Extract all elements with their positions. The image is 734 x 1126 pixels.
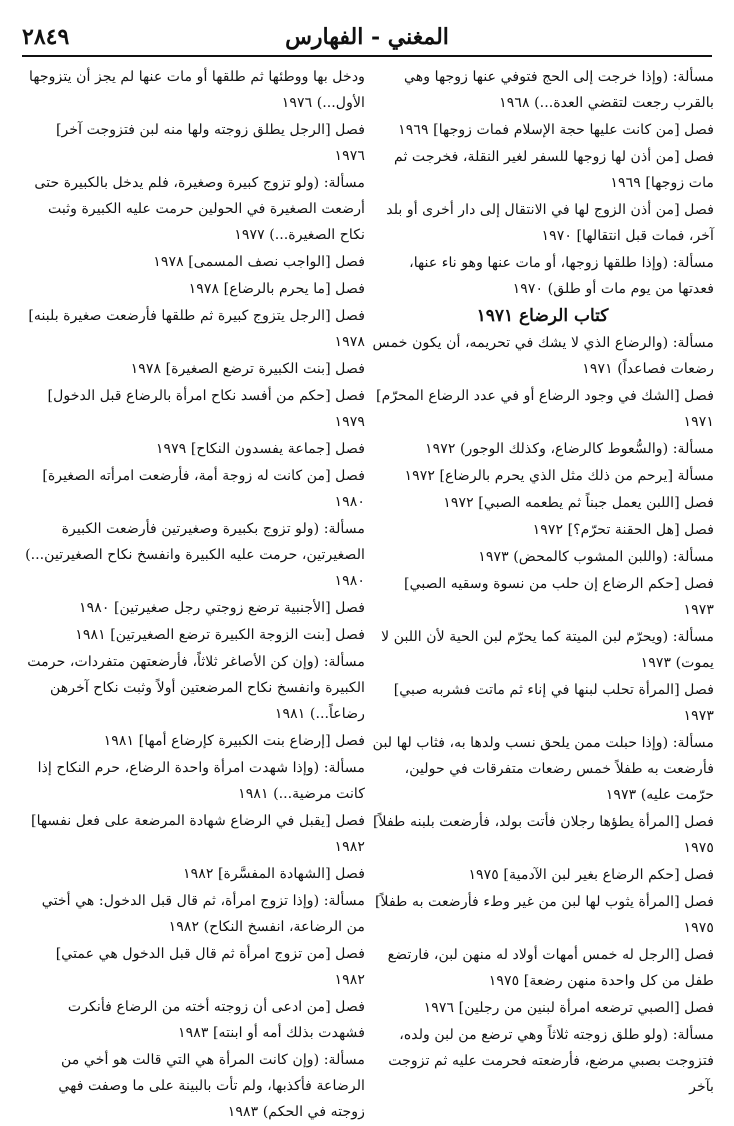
index-entry: مسألة: (وإن كن الأصاغر ثلاثاً، فأرضعتهن متفردات، حرمت الكبيرة وانفسخ نكاح المرضعتين أولاً وثبت نكاح آخرهن رضاعاً...) ١٩٨١ — [27, 654, 365, 722]
header-rule — [22, 55, 712, 57]
page-header — [22, 22, 712, 54]
index-column-right — [371, 64, 714, 1101]
index-entry: فصل [من كانت عليها حجة الإسلام فمات زوجها] ١٩٦٩ — [398, 122, 714, 138]
index-entry: فصل [الشك في وجود الرضاع أو في عدد الرضاع المحرّم] ١٩٧١ — [376, 388, 714, 430]
index-entry: مسألة [يرحم من ذلك مثل الذي يحرم بالرضاع] ١٩٧٢ — [404, 468, 714, 484]
index-entry: فصل [المرأة يثوب لها لبن من غير وطء فأرضعت به طفلاً] ١٩٧٥ — [374, 894, 714, 936]
index-entry: مسألة: (ولو تزوج كبيرة وصغيرة، فلم يدخل بالكبيرة حتى أرضعت الصغيرة في الحولين حرمت عليه الكبيرة وثبت نكاح الصغيرة...) ١٩٧٧ — [34, 175, 365, 243]
index-column-left — [22, 64, 365, 1126]
index-entry: فصل [جماعة يفسدون النكاح] ١٩٧٩ — [155, 441, 365, 457]
index-entry: ودخل بها ووطئها ثم طلقها أو مات عنها لم يجز أن يتزوجها الأول...) ١٩٧٦ — [29, 69, 365, 111]
index-entry: فصل [الرجل يطلق زوجته ولها منه لبن فتزوجت آخر] ١٩٧٦ — [56, 122, 365, 164]
index-entry: مسألة: (والرضاع الذي لا يشك في تحريمه، أن يكون خمس رضعات فصاعداً) ١٩٧١ — [372, 335, 714, 377]
index-entry: فصل [الصبي ترضعه امرأة لبنين من رجلين] ١٩٧٦ — [423, 1000, 714, 1016]
section-title: كتاب الرضاع ١٩٧١ — [476, 306, 609, 326]
index-entry: فصل [المرأة يطؤها رجلان فأتت بولد، فأرضعت بلبنه طفلاً] ١٩٧٥ — [372, 814, 714, 856]
index-entry: فصل [المرأة تحلب لبنها في إناء ثم ماتت فشربه صبي] ١٩٧٣ — [393, 682, 714, 724]
index-entry: مسألة: (واللبن المشوب كالمحض) ١٩٧٣ — [478, 549, 714, 565]
index-entry: فصل [هل الحقنة تحرّم؟] ١٩٧٢ — [532, 522, 714, 538]
index-entry: فصل [اللبن يعمل جبناً ثم يطعمه الصبي] ١٩٧٢ — [443, 495, 714, 511]
index-entry: فصل [ما يحرم بالرضاع] ١٩٧٨ — [188, 281, 365, 297]
index-entry: مسألة: (وإذا شهدت امرأة واحدة الرضاع، حرم النكاح إذا كانت مرضية...) ١٩٨١ — [37, 760, 365, 802]
page-number: ٢٨٤٩ — [22, 24, 70, 50]
index-entry: فصل [من أذن لها زوجها للسفر لغير النقلة، فخرجت ثم مات زوجها] ١٩٦٩ — [394, 149, 714, 191]
index-entry: فصل [يقبل في الرضاع شهادة المرضعة على فعل نفسها] ١٩٨٢ — [31, 813, 365, 855]
running-title: المغني - الفهارس — [285, 24, 449, 50]
index-entry: فصل [إرضاع بنت الكبيرة كإرضاع أمها] ١٩٨١ — [103, 733, 365, 749]
index-entry: فصل [حكم الرضاع إن حلب من نسوة وسقيه الصبي] ١٩٧٣ — [404, 576, 714, 618]
index-entry: فصل [من كانت له زوجة أمة، فأرضعت امرأته الصغيرة] ١٩٨٠ — [42, 468, 365, 510]
index-entry: فصل [الرجل يتزوج كبيرة ثم طلقها فأرضعت صغيرة بلبنه] ١٩٧٨ — [28, 308, 365, 350]
index-entry: مسألة: (ويحرّم لبن الميتة كما يحرّم لبن الحية لأن اللبن لا يموت) ١٩٧٣ — [381, 629, 714, 671]
index-entry: مسألة: (والسُّعوط كالرضاع، وكذلك الوجور) ١٩٧٢ — [425, 441, 714, 457]
index-entry: مسألة: (ولو طلق زوجته ثلاثاً وهي ترضع من لبن ولده، فتزوجت بصبي مرضع، فأرضعته فحرمت عليه ثم تزوجت بآخر — [388, 1027, 714, 1095]
index-entry: فصل [الأجنبية ترضع زوجتي رجل صغيرتين] ١٩٨٠ — [78, 600, 365, 616]
index-entry: مسألة: (وإذا تزوج امرأة، ثم قال قبل الدخول: هي أختي من الرضاعة، انفسخ النكاح) ١٩٨٢ — [41, 893, 365, 935]
index-entry: فصل [الشهادة المفسَّرة] ١٩٨٢ — [182, 866, 365, 882]
index-entry: مسألة: (ولو تزوج بكبيرة وصغيرتين فأرضعت الكبيرة الصغيرتين، حرمت عليه الكبيرة وانفسخ نكاح الصغيرتين...) ١٩٨٠ — [25, 521, 365, 589]
index-entry: فصل [الواجب نصف المسمى] ١٩٧٨ — [153, 254, 365, 270]
index-entry: فصل [حكم الرضاع بغير لبن الآدمية] ١٩٧٥ — [468, 867, 714, 883]
index-entry: فصل [بنت الكبيرة ترضع الصغيرة] ١٩٧٨ — [130, 361, 365, 377]
index-entry: فصل [الرجل له خمس أمهات أولاد له منهن لبن، فارتضع طفل من كل واحدة منهن رضعة] ١٩٧٥ — [387, 947, 714, 989]
index-entry: فصل [من ادعى أن زوجته أخته من الرضاع فأنكرت فشهدت بذلك أمه أو ابنته] ١٩٨٣ — [67, 999, 365, 1041]
index-entry: فصل [حكم من أفسد نكاح امرأة بالرضاع قبل الدخول] ١٩٧٩ — [47, 388, 365, 430]
index-entry: فصل [من تزوج امرأة ثم قال قبل الدخول هي عمتي] ١٩٨٢ — [55, 946, 365, 988]
index-entry: مسألة: (وإذا حبلت ممن يلحق نسب ولدها به، فثاب لها لبن فأرضعت به طفلاً خمس رضعات متفرقات في حولين، حرّمت عليه) ١٩٧٣ — [372, 735, 714, 803]
index-entry: فصل [بنت الزوجة الكبيرة ترضع الصغيرتين] ١٩٨١ — [75, 627, 365, 643]
index-entry: مسألة: (وإذا خرجت إلى الحج فتوفي عنها زوجها وهي بالقرب رجعت لتقضي العدة...) ١٩٦٨ — [403, 69, 714, 111]
index-entry: فصل [من أذن الزوج لها في الانتقال إلى دار أخرى أو بلد آخر، فمات قبل انتقالها] ١٩٧٠ — [386, 202, 714, 244]
index-entry: مسألة: (وإن كانت المرأة هي التي قالت هو أخي من الرضاعة فأكذبها، ولم تأت بالبينة على ما وصفت فهي زوجته في الحكم) ١٩٨٣ — [58, 1052, 365, 1120]
index-entry: مسألة: (وإذا طلقها زوجها، أو مات عنها وهو ناء عنها، فعدتها من يوم مات أو طلق) ١٩٧٠ — [409, 255, 714, 297]
